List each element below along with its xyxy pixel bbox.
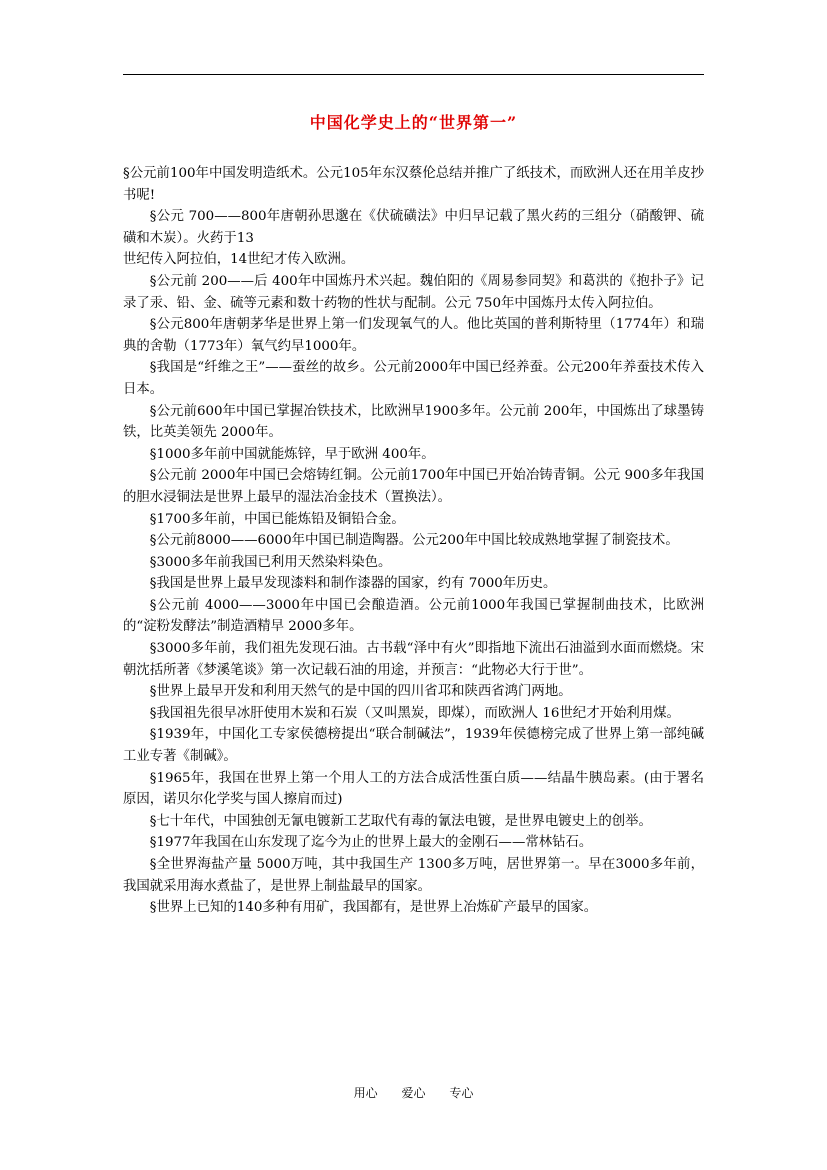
paragraph: 世纪传入阿拉伯，14世纪才传入欧洲。 (123, 252, 355, 268)
header-rule (123, 74, 704, 75)
paragraph: §公元800年唐朝茅华是世界上第一们发现氧气的人。他比英国的普利斯特里（1774年）和瑞典的舍勒（1773年）氧气约早1000年。 (123, 317, 704, 354)
paragraph: §3000多年前我国已利用天然染料染色。 (149, 554, 392, 570)
paragraph: §七十年代，中国独创无氰电镀新工艺取代有毒的氰法电镀，是世界电镀史上的创举。 (149, 813, 652, 829)
paragraph: §公元前 200——后 400年中国炼丹术兴起。魏伯阳的《周易参同契》和葛洪的《抱扑子》记录了汞、铅、金、硫等元素和数十药物的性状与配制。公元 750年中国炼丹太传入阿拉伯。 (123, 273, 704, 311)
paragraph: §世界上已知的140多种有用矿，我国都有，是世界上冶炼矿产最早的国家。 (149, 900, 598, 916)
paragraph: §公元前600年中国已掌握冶铁技术，比欧洲早1900多年。公元前 200年，中国炼出了球墨铸铁，比英美领先 2000年。 (123, 403, 704, 441)
page-footer (0, 1084, 827, 1101)
paragraph: §全世界海盐产量 5000万吨，其中我国生产 1300多万吨，居世界第一。早在3000多年前，我国就采用海水煮盐了，是世界上制盐最早的国家。 (123, 857, 704, 894)
paragraph: §3000多年前，我们祖先发现石油。古书载“泽中有火”即指地下流出石油溢到水面而燃烧。宋朝沈括所著《梦溪笔谈》第一次记载石油的用途，并预言：“此物必大行于世”。 (123, 641, 704, 678)
paragraph: §1700多年前，中国已能炼铅及铜铅合金。 (149, 511, 405, 527)
paragraph: §1000多年前中国就能炼锌，早于欧洲 400年。 (149, 446, 435, 462)
footer-text-1: 用心 (353, 1086, 378, 1100)
paragraph: §我国祖先很早冰肝使用木炭和石炭（又叫黑炭，即煤），而欧洲人 16世纪才开始利用煤。 (149, 705, 680, 721)
paragraph: §我国是“纤维之王”——蚕丝的故乡。公元前2000年中国已经养蚕。公元200年养蚕技术传入日本。 (123, 360, 704, 397)
paragraph: §世界上最早开发和利用天然气的是中国的四川省邛和陕西省鸿门两地。 (149, 684, 572, 700)
paragraph: §我国是世界上最早发现漆料和制作漆器的国家，约有 7000年历史。 (149, 576, 557, 592)
paragraph: §1965年，我国在世界上第一个用人工的方法合成活性蛋白质——结晶牛胰岛素。(由于署名原因，诺贝尔化学奖与国人擦肩而过) (123, 770, 704, 808)
footer-text-2: 爱心 (401, 1086, 426, 1100)
paragraph: §公元前8000——6000年中国已制造陶器。公元200年中国比较成熟地掌握了制瓷技术。 (149, 533, 679, 549)
paragraph: §公元前 4000——3000年中国已会酿造酒。公元前1000年我国已掌握制曲技术，比欧洲的“淀粉发酵法”制造酒精早 2000多年。 (123, 597, 704, 635)
paragraph: §公元前 2000年中国已会熔铸红铜。公元前1700年中国已开始冶铸青铜。公元 900多年我国的胆水浸铜法是世界上最早的湿法冶金技术（置换法）。 (123, 468, 704, 505)
paragraph: §1977年我国在山东发现了迄今为止的世界上最大的金刚石——常林钻石。 (149, 835, 593, 851)
footer-text-3: 专心 (449, 1086, 474, 1100)
paragraph: §公元 700——800年唐朝孙思邈在《伏硫磺法》中归早记载了黑火药的三组分（硝酸钾、硫磺和木炭）。火药于13 (123, 209, 704, 246)
document-body (123, 163, 704, 919)
document-title: 中国化学史上的“世界第一” (309, 113, 518, 132)
paragraph: §1939年，中国化工专家侯德榜提出“联合制碱法”，1939年侯德榜完成了世界上第一部纯碱工业专著《制碱》。 (123, 727, 704, 765)
paragraph: §公元前100年中国发明造纸术。公元105年东汉蔡伦总结并推广了纸技术，而欧洲人还在用羊皮抄书呢! (123, 166, 704, 203)
